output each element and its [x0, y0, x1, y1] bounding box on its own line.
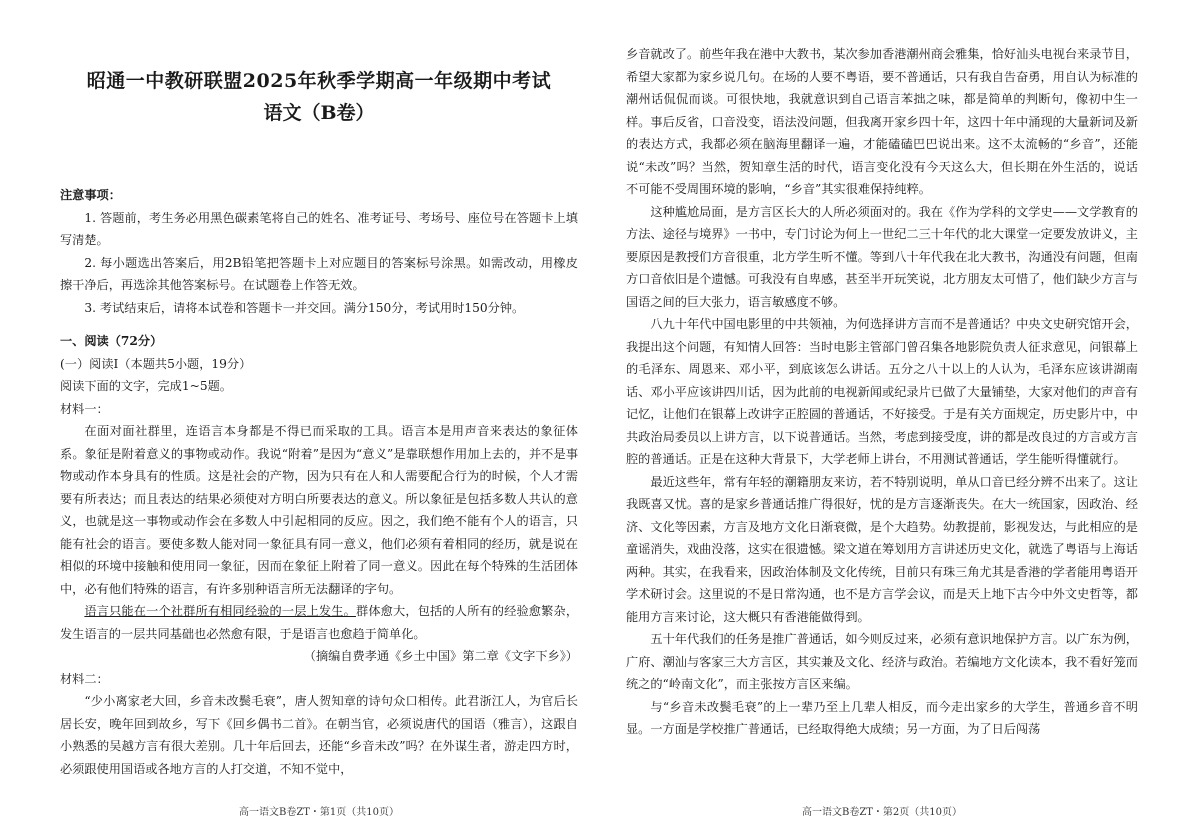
- underlined-sentence: 语言只能在一个社群所有相同经验的一层上发生。: [84, 604, 356, 618]
- notice-item-1: 1. 答题前，考生务必用黑色碳素笔将自己的姓名、准考证号、考场号、座位号在答题卡上填写清楚。: [60, 210, 578, 247]
- right-paragraph-3: 八九十年代中国电影里的中共领袖，为何选择讲方言而不是普通话？中央文史研究馆开会，我提出这个问题，有知情人回答：当时电影主管部门曾召集各地影院负责人征求意见，问银幕上的毛泽东、周恩来、邓小平，到底该怎么讲话。五分之八十以上的人认为，毛泽东应该讲湖南话、邓小平应该讲四川话，因为此前的电视新闻或纪录片已做了大量铺垫，大家对他们的声音有记忆，让他们在银幕上改讲字正腔圆的普通话，不好接受。于是有关方面规定，历史影片中，中共政治局委员以上讲方言，以下说普通话。当然，考虑到接受度，讲的都是改良过的方言或方言腔的普通话。正是在这种大背景下，大学老师上讲台，不用测试普通话，学生能听得懂就行。: [626, 317, 1138, 466]
- right-paragraph-6: 与“乡音未改鬓毛衰”的上一辈乃至上几辈人相反，而今走出家乡的大学生，普通乡音不明显。一方面是学校推广普通话，已经取得绝大成绩；另一方面，为了日后闯荡: [626, 699, 1138, 736]
- exam-title: 昭通一中教研联盟2025年秋季学期高一年级期中考试: [86, 70, 552, 92]
- material-1-paragraph-1: 在面对面社群里，连语言本身都是不得已而采取的工具。语言本是用声音来表达的象征体系。象征是附着意义的事物或动作。我说“附着”是因为“意义”是靠联想作用加上去的，并不是事物或动作本身具有的性质。这是社会的产物，因为只有在人和人需要配合行为的时候，个人才需要有所表达；而且表达的结果必须使对方明白所要表达的意义。所以象征是包括多数人共认的意义，也就是这一事物或动作会在多数人中引起相同的反应。因之，我们绝不能有个人的语言，只能有社会的语言。要使多数人能对同一象征具有同一意义，他们必须有着相同的经历，就是说在相似的环境中接触和使用同一象征，因而在象征上附着了同一意义。因此在每个特殊的生活团体中，必有他们特殊的语言，有许多别种语言所无法翻译的字句。: [60, 424, 578, 596]
- material-2-continued: [626, 43, 1138, 741]
- right-paragraph-2: 这种尴尬局面，是方言区长大的人所必须面对的。我在《作为学科的文学史——文学教育的方法、途径与境界》一书中，专门讨论为何上一世纪二三十年代的北大课堂一定要发放讲义，主要原因是教授们方音很重，北方学生听不懂。等到八十年代我在北大教书，沟通没有问题，但南方口音依旧是个遗憾。可我没有自卑感，甚至半开玩笑说，北方朋友太可惜了，他们缺少方言与国语之间的巨大张力，语言敏感度不够。: [626, 204, 1138, 309]
- material-2-label: 材料二：: [60, 671, 109, 686]
- subsection-heading: (一）阅读Ⅰ（本题共5小题，19分）: [60, 356, 252, 371]
- material-1-paragraph-2-rest: 群体愈大，包括的人所有的经验愈繁杂，发生语言的一层共同基础也必然愈有限，于是语言也愈趋于简单化。: [60, 604, 579, 641]
- notice-block: [60, 184, 578, 319]
- right-paragraph-5: 五十年代我们的任务是推广普通话，如今则反过来，必须有意识地保护方言。以广东为例，广府、潮汕与客家三大方言区，其实兼及文化、经济与政治。若编地方文化读本，我不看好笼而统之的“岭南文化”，而主张按方言区来编。: [626, 632, 1138, 691]
- reading-section: [60, 330, 578, 780]
- page-footer-left: 高一语文B卷ZT・第1页（共10页）: [238, 807, 400, 818]
- section-heading: 一、阅读（72分）: [60, 334, 163, 348]
- exam-subtitle: 语文（B卷）: [263, 102, 375, 124]
- right-paragraph-1: 乡音就改了。前些年我在港中大教书，某次参加香港潮州商会雅集，恰好汕头电视台来录节目，希望大家都为家乡说几句。在场的人要不粤语，要不普通话，只有我自告奋勇，用自认为标准的潮州话侃侃而谈。可很快地，我就意识到自己语言苯拙之味，都是简单的判断句，像初中生一样。事后反省，口音没变，语法没问题，但我离开家乡四十年，这四十年中涌现的大量新词及新的表达方式，我都必须在脑海里翻译一遍，才能磕磕巴巴说出来。这不太流畅的“乡音”，还能说“未改”吗？当然，贺知章生活的时代，语言变化没有今天这么大，但长期在外生活的，说话不可能不受周围环境的影响，“乡音”其实很难保持纯粹。: [626, 47, 1138, 196]
- instruction: 阅读下面的文字，完成1~5题。: [60, 379, 232, 393]
- material-2-paragraph-1: “少小离家老大回，乡音未改鬓毛衰”，唐人贺知章的诗句众口相传。此君浙江人，为官后长居长安，晚年回到故乡，写下《回乡偶书二首》。在朝当官，必须说唐代的国语（雅言），这跟自小熟悉的吴越方言有很大差别。几十年后回去，还能“乡音未改”吗？在外谋生者，游走四方时，必须跟使用国语或各地方言的人打交道，不知不觉中，: [60, 694, 578, 776]
- notice-item-3: 3. 考试结束后，请将本试卷和答题卡一并交回。满分150分，考试用时150分钟。: [84, 300, 525, 315]
- material-1-source: （摘编自费孝通《乡土中国》第二章《文字下乡》）: [303, 649, 578, 663]
- material-1-paragraph-2: [60, 600, 578, 645]
- notice-heading: 注意事项：: [60, 188, 121, 202]
- material-1-label: 材料一：: [60, 401, 109, 416]
- notice-item-2: 2. 每小题选出答案后，用2B铅笔把答题卡上对应题目的答案标号涂黑。如需改动，用橡皮擦干净后，再选涂其他答案标号。在试题卷上作答无效。: [60, 255, 578, 292]
- page-footer-right: 高一语文B卷ZT・第2页（共10页）: [801, 807, 963, 818]
- right-paragraph-4: 最近这些年，常有年轻的潮籍朋友来访，若不特别说明，单从口音已经分辨不出来了。这让我既喜又忧。喜的是家乡普通话推广得很好，忧的是方言逐渐丧失。在大一统国家，因政治、经济、文化等因素，方言及地方文化日渐衰微，是个大趋势。幼教提前，影视发达，与此相应的是童谣消失，戏曲没落，这实在很遗憾。梁文道在筹划用方言讲述历史文化，就选了粤语与上海话两种。其实，在我看来，因政治体制及文化传统，目前只有珠三角尤其是香港的学者能用粤语开学术研讨会。这里说的不是日常沟通，也不是方言学会议，而是天上地下古今中外文史哲等，都能用方言来讨论，这大概只有香港能做得到。: [626, 474, 1138, 624]
